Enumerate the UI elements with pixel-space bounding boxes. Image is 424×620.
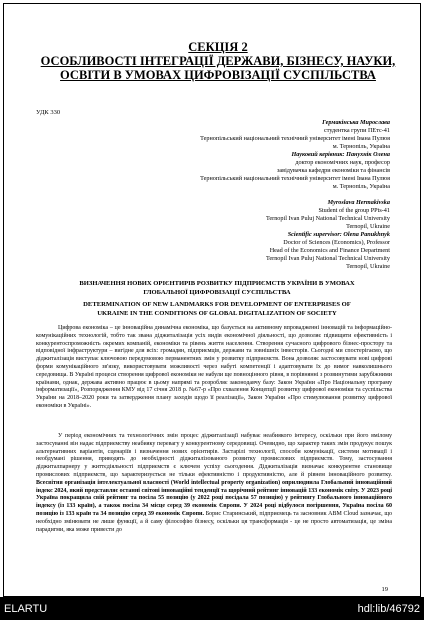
article-title-en-line1: DETERMINATION OF NEW LANDMARKS FOR DEVELOPMENT OF ENTERPRISES OF bbox=[83, 301, 351, 308]
authors_ua-line: м. Тернопіль, Україна bbox=[332, 183, 390, 190]
authors_en-line: Doctor of Sciences (Economics), Professor bbox=[283, 239, 390, 246]
footer-bar bbox=[0, 597, 424, 620]
footer-repository-label: ELARTU bbox=[4, 603, 48, 615]
authors_en-line: Head of the Economics and Finance Department bbox=[269, 247, 390, 254]
author-block-ua bbox=[90, 119, 390, 191]
authors_ua-line: Гермакінська Мирослава bbox=[322, 119, 390, 126]
authors_en-line: Scientific supervisor: Olena Panukhnyk bbox=[287, 231, 390, 238]
authors_en-line: Ternopil, Ukraine bbox=[346, 223, 390, 230]
article-title-en bbox=[44, 301, 390, 318]
authors_en-line: Ternopil, Ukraine bbox=[346, 263, 390, 270]
article-title-ua-line1: ВИЗНАЧЕННЯ НОВИХ ОРІЄНТИРІВ РОЗВИТКУ ПІДПРИЄМСТВ УКРАЇНИ В УМОВАХ bbox=[79, 280, 355, 287]
authors_en-line: Myroslava Hermakivska bbox=[327, 199, 390, 206]
authors_ua-line: доктор економічних наук, професор bbox=[295, 159, 390, 166]
paragraph-2-run: У період економічних та технологічних змін процес діджиталізації набуває неабиякого інтересу, оскільки при його вмілому застосуванні він надає підприємству неабияку перевагу у конкурентному середовищі. Очевидно, що характер таких змін продукує пошук альтернативних варіантів, сценаріїв і визначення нових орієнтирів. Застарілі технології, способи комунікації, системи мотивації і необдумані рішення, приводять до необхідності діджиталізованого розвитку промислових підприємств. Тому, застосування діджиталпарнеру у життєдіяльності підприємств є ключем успіху сьогодення. Діджиталізація визначає конкурентне становище промислових підприємств, що характеризується не тільки ефективністю і продуктивністю, але й рівнем інноваційного розвитку. bbox=[36, 433, 392, 478]
udk-code: УДК 330 bbox=[36, 109, 61, 116]
authors_ua-line: м. Тернопіль, Україна bbox=[332, 143, 390, 150]
authors_en-line: Ternopil Ivan Puluj National Technical University bbox=[266, 215, 390, 222]
section-heading-line3: ОСВІТИ В УМОВАХ ЦИФРОВІЗАЦІЇ СУСПІЛЬСТВА bbox=[60, 68, 376, 82]
authors_ua-line: Тернопільський національний технічний університет імені Івана Пулюя bbox=[200, 175, 390, 182]
article-title-en-line2: UKRAINE IN THE CONDITIONS OF GLOBAL DIGITALIZATION OF SOCIETY bbox=[97, 309, 337, 317]
footer-handle-link[interactable]: hdl:lib/46792 bbox=[357, 603, 420, 615]
paragraph-1: Цифрова економіка – це інноваційна динамічна економіка, що базується на активному впровадженні інновацій та інформаційно-комунікаційних технологій, тобто так звана діджиталізація усіх видів економічної діяльності, що дозволяє підвищити ефективність і конкурентоспроможність окремих компаній, економіки та рівень життя населення. Створення сучасного цифрового бізнес-простору та відповідної інфраструктури – вигідне для всіх: громадян, підприємців, держави та зовнішніх інвесторів. Сьогодні ми спостерігаємо, що діджиталізація виступає ключовою передумовою перманентних змін у розвитку підприємств. Вона дозволяє застосовувати нові цифрові форми комунікаційного зв'язку, використовувати можливості через набуті компетенції і адаптовувати їх до вимог навколишнього середовища. В Україні процеси створення цифрової економіки не набули ще повноцінного рівня, в порівнянні з розвинутими зарубіжними країнами, однак, держава активно працює в цьому напрямі та розробляє законодавчу базу: Закон України «Про Національну програму інформатизації», Розпорядження КМУ від 17 січня 2018 р. №67-р «Про схвалення Концепції розвитку цифрової економіки та суспільства України на 2018–2020 роки та затвердження плану заходів щодо її реалізації», Закон України «Про стимулювання розвитку цифрової економіки в Україні». bbox=[36, 325, 392, 409]
page-number: 19 bbox=[381, 586, 388, 593]
authors_en-line: Student of the group PPts-41 bbox=[318, 207, 390, 214]
authors_ua-line: завідувачка кафедри економіки та фінансів bbox=[276, 167, 390, 174]
paragraph-2 bbox=[36, 433, 392, 534]
article-title-ua-line2: ГЛОБАЛЬНОЇ ЦИФРОВІЗАЦІЇ СУСПІЛЬСТВА bbox=[143, 288, 291, 296]
section-heading-line2: ОСОБЛИВОСТІ ІНТЕГРАЦІЇ ДЕРЖАВИ, БІЗНЕСУ, НАУКИ, bbox=[40, 54, 396, 68]
authors_ua-line: студентка групи ПЕтс-41 bbox=[323, 127, 390, 134]
authors_ua-line: Тернопільський національний технічний університет імені Івана Пулюя bbox=[200, 135, 390, 142]
paragraph-2-run: Борис Старинський, підприємець та засновник ABM Cloud зазначає, що необхідно змінювати не лише функції, а й саму філософію бізнесу, оскільки ця трансформація - це не просто автоматизація, це зміна парадигми, яка може привести до bbox=[36, 510, 392, 533]
article-title-ua bbox=[44, 280, 390, 297]
authors_ua-line: Науковий керівник: Панухнік Олена bbox=[291, 151, 390, 158]
section-heading-line1: СЕКЦІЯ 2 bbox=[188, 40, 248, 54]
paragraph-2-run: Всесвітня організація інтелектуальної власності (World intellectual property organization) оприлюднила Глобальний інноваційний індекс 2024, який представляє останні світові інноваційні тенденції та щорічний рейтинг інновацій 133 економік світу. У 2023 році Україна покращила свій рейтинг та посіла 55 позицію (у 2022 році посідала 57 позицію) у рейтингу Глобального інноваційного індексу (із 133 країн), а також посіла 34 місце серед 39 економік Європи. У 2024 році відбулося погіршення, Україна посіла 60 позицію із 133 країн та 34 позицію серед 39 економік Європи. bbox=[36, 479, 392, 517]
authors_en-line: Ternopil Ivan Puluj National Technical University bbox=[266, 255, 390, 262]
author-block-en bbox=[90, 199, 390, 271]
